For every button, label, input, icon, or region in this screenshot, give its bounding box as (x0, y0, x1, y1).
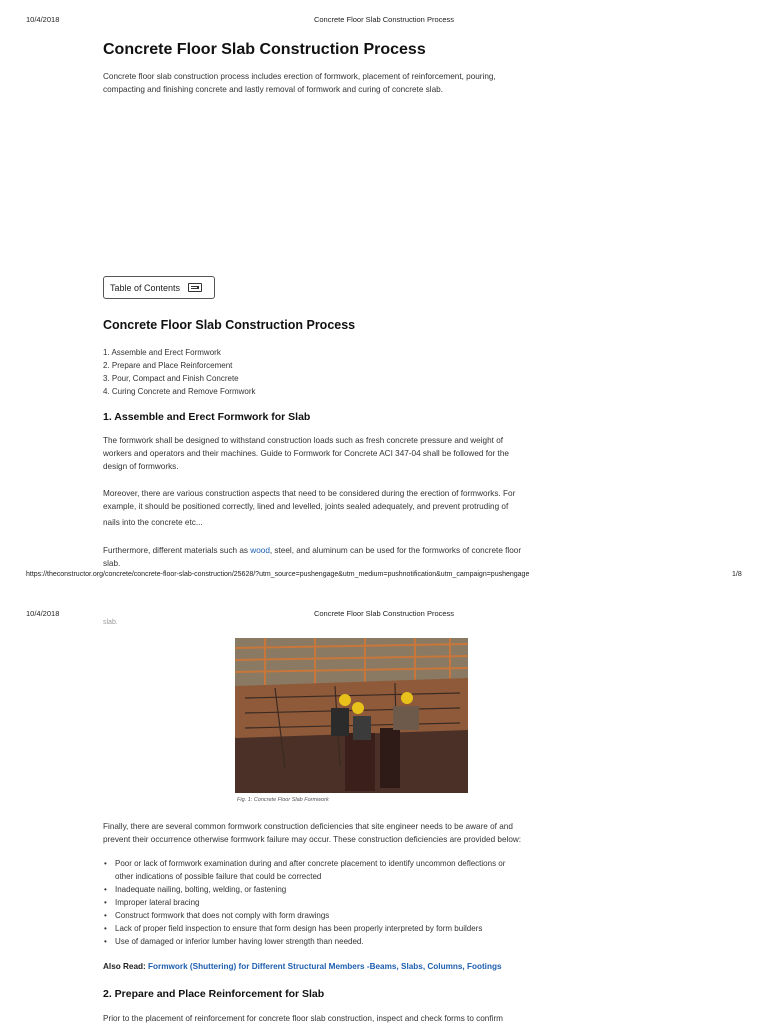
deficiency-text: Poor or lack of formwork examination during and after concrete placement to identify uncommon deflections or (115, 859, 506, 868)
deficiencies-list (103, 857, 603, 948)
paragraph-line: prevent their occurrence otherwise formwork failure may occur. These construction deficiencies are provided below: (103, 835, 522, 844)
paragraph-materials (103, 544, 603, 570)
intro-line: compacting and finishing concrete and lastly removal of formwork and curing of concrete slab. (103, 85, 443, 94)
cut-off-text-fragment: slab. (103, 619, 118, 626)
steps-list-item: 2. Prepare and Place Reinforcement (103, 361, 233, 370)
paragraph-reinforcement (103, 1012, 603, 1025)
step1-heading: 1. Assemble and Erect Formwork for Slab (103, 411, 311, 423)
print-footer-url: https://theconstructor.org/concrete/concrete-floor-slab-construction/25628/?utm_source=pushengage&utm_medium=pushnotification&utm_campaign=pushengage (26, 571, 530, 578)
page-title: Concrete Floor Slab Construction Process (103, 41, 426, 58)
paragraph-line: slab. (103, 559, 121, 568)
paragraph-erection-aspects (103, 487, 603, 529)
print-header-date: 10/4/2018 (26, 15, 60, 24)
table-of-contents-button[interactable] (103, 276, 215, 299)
paragraph-text: , steel, and aluminum can be used for the formworks of concrete floor (269, 546, 522, 555)
photo-caption: Fig. 1: Concrete Floor Slab Formwork (237, 797, 329, 803)
print-header-date: 10/4/2018 (26, 609, 60, 618)
wood-link[interactable]: wood (250, 546, 270, 555)
steps-list-item: 1. Assemble and Erect Formwork (103, 348, 221, 357)
also-read-link[interactable]: Formwork (Shuttering) for Different Structural Members -Beams, Slabs, Columns, Footings (148, 962, 502, 971)
paragraph-line: workers and operators and their machines. Guide to Formwork for Concrete ACI 347-04 shall be followed for the (103, 449, 509, 458)
paragraph-text: Furthermore, different materials such as (103, 546, 251, 555)
intro-line: Concrete floor slab construction process includes erection of formwork, placement of reinforcement, pouring, (103, 72, 496, 81)
deficiency-item: • Use of damaged or inferior lumber having lower strength than needed. (103, 935, 603, 948)
paragraph-line: The formwork shall be designed to withstand construction loads such as fresh concrete pressure and weight of (103, 436, 504, 445)
paragraph-line: Moreover, there are various construction aspects that need to be considered during the erection of formworks. For (103, 489, 516, 498)
deficiency-text: other indications of possible failure that could be corrected (115, 872, 322, 881)
also-read-label: Also Read: (103, 962, 146, 971)
deficiency-item (103, 857, 603, 883)
deficiency-item: • Improper lateral bracing (103, 896, 603, 909)
formwork-photo-illustration (235, 638, 468, 793)
paragraph-line (103, 544, 603, 557)
paragraph-line: example, it should be positioned correctly, lined and levelled, joints sealed adequately, and prevent protruding of (103, 502, 509, 511)
paragraph-line: design of formworks. (103, 462, 179, 471)
toc-label: Table of Contents (110, 282, 181, 293)
steps-list-item: 3. Pour, Compact and Finish Concrete (103, 374, 239, 383)
paragraph-line: Finally, there are several common formwork construction deficiencies that site engineer needs to be aware of and (103, 822, 513, 831)
paragraph-line: Prior to the placement of reinforcement for concrete floor slab construction, inspect and check forms to confirm (103, 1014, 504, 1023)
print-header-title: Concrete Floor Slab Construction Process (313, 609, 455, 618)
paragraph-deficiencies-intro (103, 820, 603, 846)
print-footer-page-number: 1/8 (732, 571, 742, 578)
list-toggle-icon (188, 283, 202, 292)
deficiency-item: • Construct formwork that does not comply with form drawings (103, 909, 603, 922)
also-read (103, 962, 502, 971)
paragraph-formwork-design (103, 434, 603, 473)
intro-paragraph (103, 70, 603, 96)
deficiency-item: • Inadequate nailing, bolting, welding, or fastening (103, 883, 603, 896)
formwork-photo (235, 638, 468, 793)
deficiency-item: • Lack of proper field inspection to ensure that form design has been properly interpreted by form builders (103, 922, 603, 935)
section-heading: Concrete Floor Slab Construction Process (103, 318, 356, 332)
step2-heading: 2. Prepare and Place Reinforcement for Slab (103, 988, 325, 1000)
steps-list (103, 346, 256, 398)
print-header-title: Concrete Floor Slab Construction Process (313, 15, 455, 24)
paragraph-line: nails into the concrete etc... (103, 518, 203, 527)
steps-list-item: 4. Curing Concrete and Remove Formwork (103, 387, 256, 396)
